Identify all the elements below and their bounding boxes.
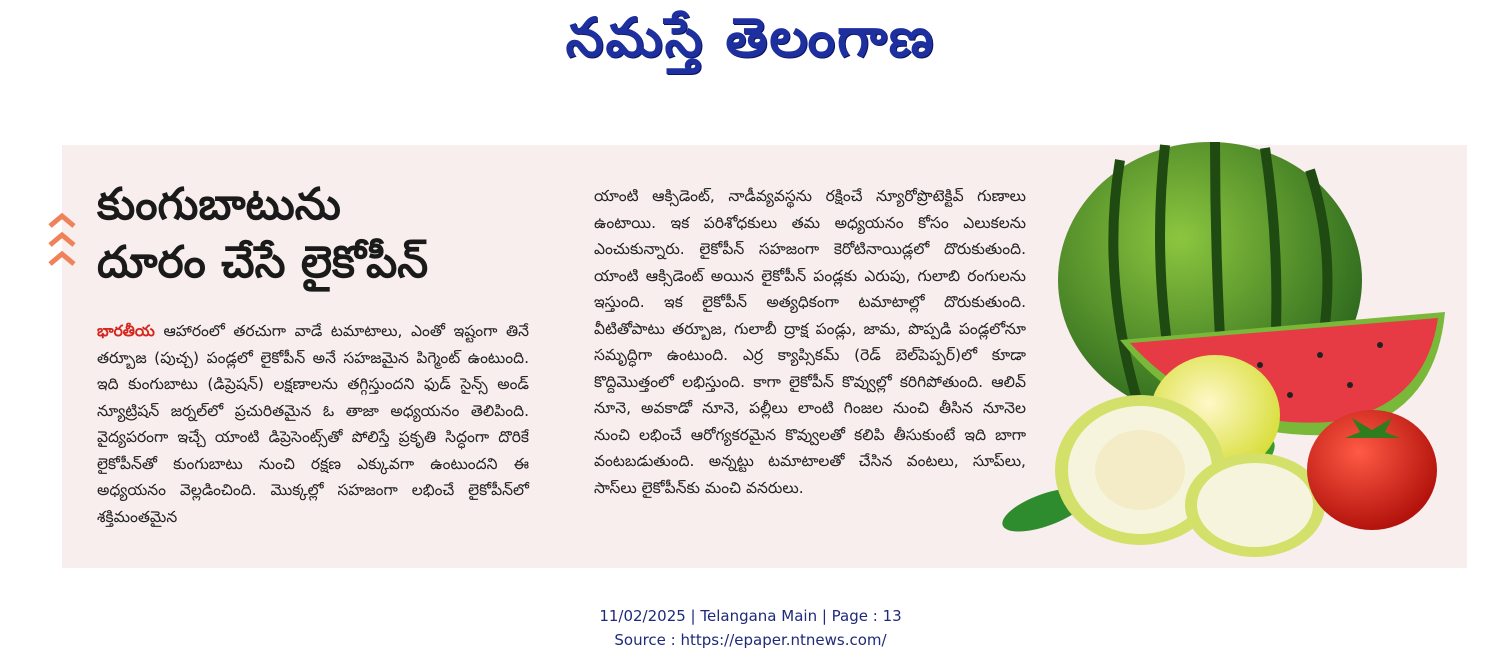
fruits-illustration xyxy=(1000,140,1460,560)
article-column-2 xyxy=(594,183,1026,501)
chevron-up-icon xyxy=(47,212,77,272)
footer xyxy=(0,604,1501,652)
headline-line-2: దూరం చేసే లైకోపీన్ xyxy=(97,237,429,288)
article-column-1 xyxy=(97,318,529,530)
tomato-icon xyxy=(1307,410,1437,530)
column-2-text: యాంటి ఆక్సిడెంట్, నాడీవ్యవస్థను రక్షించే న్యూరోప్రొటెక్టివ్ గుణాలు ఉంటాయి. ఇక పరిశోధకులు తమ అధ్యయనం కోసం ఎలుకలను ఎంచుకున్నారు. లైకోపీన్ సహజంగా కెరోటినాయిడ్లలో దొరుకుతుంది. యాంటి ఆక్సిడెంట్ అయిన లైకోపీన్ పండ్లకు ఎరుపు, గులాబి రంగులను ఇస్తుంది. ఇక లైకోపీన్ అత్యధికంగా టమాటాల్లో దొరుకుతుంది. వీటితోపాటు తర్బూజ, గులాబీ ద్రాక్ష పండ్లు, జామ, పొప్పడి పండ్లలోనూ సమృద్ధిగా ఉంటుంది. ఎర్ర క్యాప్సికమ్ (రెడ్ బెల్‌పెప్పర్)లో కూడా కొద్దిమొత్తంలో లభిస్తుంది. కాగా లైకోపీన్ కొవ్వుల్లో కరిగిపోతుంది. ఆలివ్ నూనె, అవకాడో నూనె, పల్లీలు లాంటి గింజల నుంచి తీసిన నూనెల నుంచి లభించే ఆరోగ్యకరమైన కొవ్వులతో కలిపి తీసుకుంటే ఇది బాగా వంటబడుతుంది. అన్నట్టు టమాటాలతో చేసిన వంటలు, సూప్‌లు, సాస్‌లు లైకోపీన్‌కు మంచి వనరులు. xyxy=(594,187,1026,497)
masthead xyxy=(0,6,1501,83)
lead-word: భారతీయ xyxy=(97,322,155,340)
headline-line-1: కుంగుబాటును xyxy=(97,179,341,230)
headline xyxy=(97,176,557,292)
footer-source: Source : https://epaper.ntnews.com/ xyxy=(614,631,887,649)
footer-date-edition: 11/02/2025 | Telangana Main | Page : 13 xyxy=(599,607,902,625)
column-1-text: ఆహారంలో తరచుగా వాడే టమాటాలు, ఎంతో ఇష్టంగా తినే తర్బూజ (పుచ్చ) పండ్లలో లైకోపీన్ అనే సహజమైన పిగ్మెంట్ ఉంటుంది. ఇది కుంగుబాటు (డిప్రెషన్) లక్షణాలను తగ్గిస్తుందని ఫుడ్ సైన్స్ అండ్ న్యూట్రిషన్ జర్నల్‌లో ప్రచురితమైన ఓ తాజా అధ్యయనం తెలిపింది. వైద్యపరంగా ఇచ్చే యాంటి డిప్రెసెంట్స్‌తో పోలిస్తే ప్రకృతి సిద్ధంగా దొరికే లైకోపీన్‌తో కుంగుబాటు నుంచి రక్షణ ఎక్కువగా ఉంటుందని ఈ అధ్యయనం వెల్లడించింది. మొక్కల్లో సహజంగా లభించే లైకోపీన్‌లో శక్తిమంతమైన xyxy=(97,322,529,526)
newspaper-logo: నమస్తే తెలంగాణ xyxy=(565,6,936,69)
